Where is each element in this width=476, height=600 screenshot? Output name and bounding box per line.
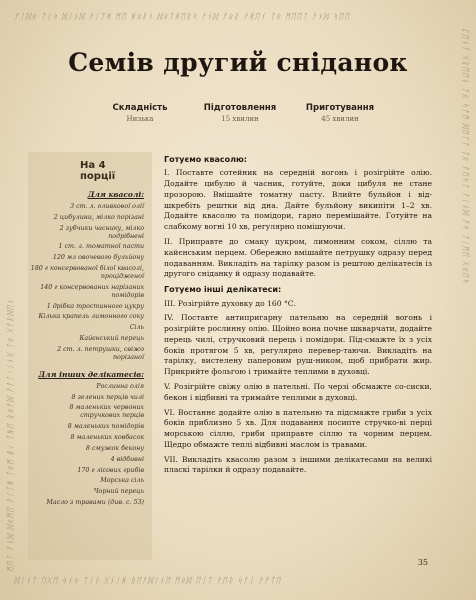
ingredients-heading-others: Для інших делікатесів:: [38, 369, 144, 379]
ingredient-item: Сіль: [129, 324, 144, 332]
ingredient-item: Чорний перець: [93, 488, 144, 496]
ingredient-item: 2 цибулини, мілко порізані: [53, 213, 144, 221]
instruction-step: II. Приправте до смаку цукром, лимонним соком, сіллю та кайєнським перцем. Обережно вмішайте петрушку одразу перед подаванням. Викладіть на тарілку разом із рештою делікатесів із другого сніданку й одразу подавайте.: [164, 237, 432, 279]
instruction-step: I. Поставте сотейник на середній вогонь і розігрійте олію. Додайте цибулю й часник, готуйте, доки цибуля не стане прозорою. Вмішайте томатну пасту. Влийте бульйон і від-шкребіть рештки від дна. Дайте бульйону википіти 1–2 хв. Додайте квасолю та помідори, гарно перемішайте. Готуйте на слабкому вогні 10 хв, регулярно помішуючи.: [164, 168, 432, 232]
instructions: [164, 154, 432, 480]
ingredients-heading-sauce: Для квасолі:: [87, 190, 144, 199]
ingredient-item: 8 зелених перців чилі: [71, 393, 144, 401]
ingredient-item: 180 г консервованої білої квасолі, процідженої: [30, 265, 144, 281]
ingredient-item: Морська сіль: [100, 477, 144, 485]
meta-value: Низька: [126, 115, 154, 123]
recipe-title: Семів другий сніданок: [68, 48, 408, 77]
ingredients-list-others: [28, 383, 144, 507]
ingredient-item: Кайєнський перець: [79, 335, 144, 343]
ingredient-item: 170 г лісових грибів: [77, 466, 144, 474]
section-heading: Готуємо квасолю:: [164, 155, 247, 164]
instruction-step: VII. Викладіть квасолю разом з іншими делікатесами на великі пласкі тарілки й одразу подавайте.: [164, 454, 432, 475]
ingredient-item: Масло з травами (див. с. 53): [46, 499, 144, 507]
ingredient-item: 8 смужок бекону: [85, 444, 144, 452]
meta-label: Складність: [112, 103, 168, 113]
instruction-step: V. Розігрійте свіжу олію в пательні. По черзі обсмажте со-сиски, бекон і відбивні та тримайте теплими в духовці.: [164, 382, 432, 402]
section-heading: Готуємо інші делікатеси:: [164, 285, 282, 295]
border-right-script: ᛈᛖᚾᛏ ᚷᚱᛖᛖᚾ ᛏᛟ ᛋᚨᛗ ᛞᛖᛚᛏ ᛏᛟ ᚹᛖᛋᛏ ᚹᛁᚾᛞ ᚨᛋ ᛏᛁᛗᛖ ᚷᛟᛖᛋ: [461, 28, 470, 284]
meta-difficulty: [90, 103, 190, 123]
ingredient-item: 120 мл овочевого бульйону: [52, 254, 144, 262]
ingredient-item: 8 маленьких червоних стручкових перців: [69, 404, 144, 420]
meta-value: 15 хвилин: [221, 115, 259, 123]
ingredient-item: 2 ст. л. петрушки, свіжо порізаної: [57, 346, 144, 361]
ingredient-item: 8 маленьких помідорів: [67, 423, 144, 431]
ingredient-item: 2 зубчики часнику, мілко подрібнені: [59, 224, 144, 240]
ingredient-item: 4 відбивні: [110, 455, 144, 463]
recipe-meta: [90, 103, 390, 123]
instruction-step: VI. Востаннє додайте олію в пательню та підсмажте гриби з усіх боків приблизно 5 хв. Для подавання посипте стручко-ві перці морською сіллю, гриби приправте сіллю та чорним перцем. Щедро обмажте теплі відбивні маслом із травами.: [164, 407, 432, 449]
ingredient-item: 1 дрібка тростинного цукру: [46, 302, 144, 310]
meta-label: Приготування: [305, 103, 375, 113]
border-left-script: ᛗᛖᛏ ᚨᚾᛞ ᛞᛟᛗᛖ ᚹᛁᛏᚻ ᛏᛟᛗ ᛒᛁ ᛏᚻᛖ ᚱᛟᚨᛞ ᚹᚨᛚᚲᛁᚾᚷ ᛏᛟ ᚷᚨᚱᛞᛖᚾ: [6, 298, 15, 572]
instruction-step: IV. Поставте антипригарну пательню на середній вогонь і розігрійте рослинну олію. Щойно вона почне шкварчати, додайте перець чилі, стручковий перець і помідори. Під-смажте їх з усіх боків протягом 5 хв, регулярно перевер-таючи. Викладіть на тарілку, вистелену паперовим руш-ником, щоб прибрати жир. Прикрийте фольгою і тримайте теплими в духовці.: [164, 313, 432, 377]
ingredient-item: 3 ст. л. оливкової олії: [70, 203, 144, 210]
ingredient-item: 8 маленьких ковбасок: [70, 434, 144, 442]
ingredient-item: 140 г консервованих нарізаних помідорів: [40, 283, 144, 299]
ingredient-item: Кілька крапель лимонного соку: [38, 313, 144, 321]
meta-value: 45 хвилин: [321, 115, 359, 123]
page-number: 35: [417, 558, 428, 567]
meta-prep: [190, 103, 290, 123]
ingredients-sidebar: [28, 152, 152, 560]
meta-label: Підготовлення: [203, 103, 277, 113]
border-top-script: ᚠᛁᛞᛟ ᛏᛁᛋ ᛞᛁᚾᛞ ᚹᛁᛏᚻ ᛗᛖ ᚻᛟᚱᚾ ᛞᛟᛏᚻᛖᚱᛋ ᚨᚾᛞ ᚠᛟᚱ ᚹᚻᛖᚾ ᛏᛟ ᛗᛖᛖᛏ ᚨᚾᛞ ᛋᛖᛖ: [14, 12, 351, 21]
meta-cook: [290, 103, 390, 123]
servings: На 4 порції: [80, 160, 116, 182]
ingredients-list-sauce: [28, 203, 144, 362]
border-bottom-script: ᛞᛁᚾᛏ ᛖᚷᛖ ᛋᚾᛟ ᛏᛁᚾ ᚷᚾᛁᚻ ᚱᛖᚨᛞᛁᚾᛖ ᛗᛟᛞ ᛖᛁᛏ ᚹᛖᚱ ᛋᚨᛁ ᚹᚨᛏᛖ: [14, 576, 282, 585]
instruction-step: III. Розігрійте духовку до 160 °С.: [164, 298, 297, 308]
ingredient-item: Рослинна олія: [96, 382, 144, 390]
ingredient-item: 1 ст. л. томатної пасти: [58, 243, 144, 251]
